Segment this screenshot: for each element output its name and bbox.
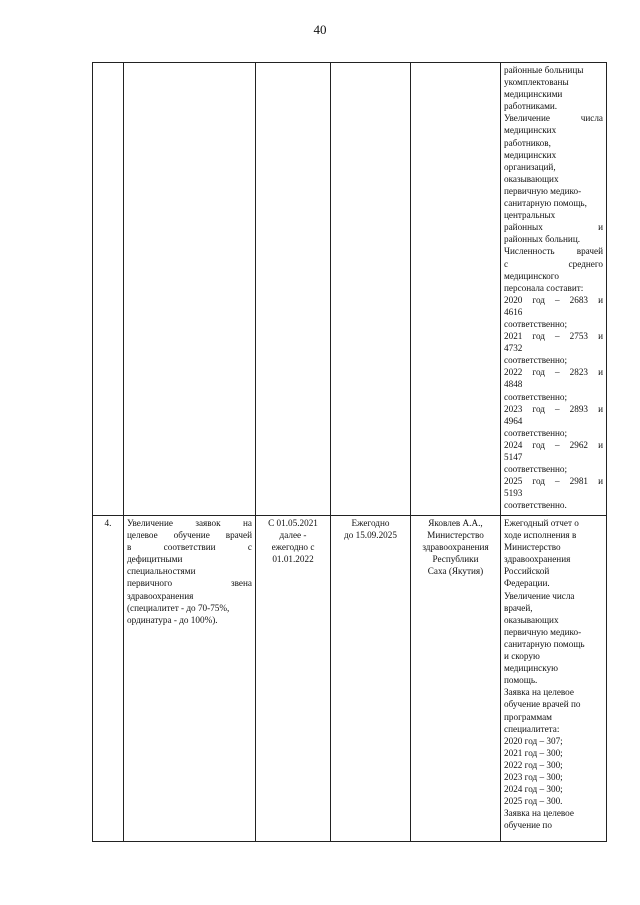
text-line: 5147 (504, 452, 523, 462)
text-line: 2020 год – 2683 и (504, 294, 603, 305)
text-line: работниками. (504, 101, 558, 112)
text-line: первичного звена (127, 578, 252, 589)
text-line: (специалитет - до 70-75%, (127, 602, 230, 613)
results-cell (501, 516, 607, 842)
text-line: 4616 (504, 306, 523, 317)
text-line: медицинскими (504, 89, 563, 100)
text-line: Заявка на целевое (504, 687, 574, 698)
measure-cell (124, 516, 256, 842)
text-line: 4732 (504, 343, 523, 354)
text-line: 2022 год – 300; (504, 759, 563, 770)
text-line: 2024 год – 2962 и (504, 439, 603, 450)
text-line: 2023 год – 300; (504, 771, 563, 782)
text-line: 4964 (504, 415, 523, 426)
text-line: обучение по (504, 820, 552, 831)
text-line: организаций, (504, 161, 556, 172)
plan-table (92, 62, 607, 842)
text-line: Республики (432, 554, 479, 565)
row-number-cell: 4. (93, 516, 124, 842)
text-line: Саха (Якутия) (427, 566, 484, 577)
text-line: ежегодно с (271, 542, 315, 553)
text-line: 5193 (504, 488, 523, 499)
text-line: и скорую (504, 651, 540, 662)
text-line: до 15.09.2025 (344, 530, 397, 541)
text-line: С 01.05.2021 (268, 518, 318, 528)
text-line: Увеличение заявок на (127, 518, 252, 528)
text-line: 4848 (504, 379, 523, 390)
text-line: районных и (504, 222, 603, 233)
text-line: здравоохранения (504, 554, 571, 565)
text-line: 2020 год – 307; (504, 735, 563, 746)
text-line: специальностями (127, 566, 196, 577)
text-line: здравоохранения (422, 542, 489, 553)
text-line: медицинских (504, 149, 557, 160)
text-line: Увеличение числа (504, 590, 575, 601)
text-line: персонала составит: (504, 282, 584, 293)
text-line: 2021 год – 2753 и (504, 331, 603, 342)
text-line: Ежегодный отчет о (504, 518, 579, 528)
text-line: целевое обучение врачей (127, 530, 252, 541)
start-date-cell (256, 63, 331, 516)
text-line: дефицитными (127, 554, 183, 565)
text-line: укомплектованы (504, 77, 569, 88)
text-line: соответственно; (504, 355, 568, 366)
text-line: обучение врачей по (504, 699, 581, 710)
page-number: 40 (313, 22, 327, 37)
text-line: помощь. (504, 675, 538, 686)
table-row (93, 516, 607, 842)
text-line: соответственно; (504, 391, 568, 402)
text-line: врачей, (504, 602, 533, 613)
table-row (93, 63, 607, 516)
measure-cell (124, 63, 256, 516)
row-number-cell (93, 63, 124, 516)
text-line: 2024 год – 300; (504, 784, 563, 795)
text-line: Министерство (504, 542, 561, 553)
text-line: районных больниц. (504, 234, 581, 245)
text-line: соответственно; (504, 464, 568, 475)
results-cell (501, 63, 607, 516)
text-line: медицинскую (504, 663, 558, 674)
text-line: Российской (504, 566, 550, 577)
text-line: медицинского (504, 270, 559, 281)
text-line: Яковлев А.А., (428, 518, 483, 528)
text-line: соответственно; (504, 427, 568, 438)
text-line: 01.01.2022 (272, 554, 314, 565)
text-line: оказывающих (504, 173, 559, 184)
text-line: 2023 год – 2893 и (504, 403, 603, 414)
text-line: программам (504, 711, 553, 722)
text-line: медицинских (504, 125, 557, 136)
text-line: в соответствии с (127, 542, 252, 553)
text-line: районные больницы (504, 65, 584, 75)
text-line: далее - (279, 530, 307, 541)
text-line: оказывающих (504, 614, 559, 625)
end-date-cell (331, 516, 411, 842)
text-line: 2025 год – 2981 и (504, 476, 603, 487)
text-line: Министерство (427, 530, 484, 541)
text-line: санитарную помощь (504, 638, 585, 649)
text-line: Федерации. (504, 578, 550, 589)
text-line: соответственно. (504, 500, 567, 511)
text-line: с среднего (504, 258, 603, 269)
end-date-cell (331, 63, 411, 516)
text-line: первичную медико- (504, 626, 582, 637)
responsible-cell (411, 516, 501, 842)
text-line: 2025 год – 300. (504, 796, 563, 807)
text-line: Ежегодно (351, 518, 390, 528)
text-line: Увеличение числа (504, 113, 603, 124)
text-line: Заявка на целевое (504, 808, 574, 819)
text-line: здравоохранения (127, 590, 194, 601)
text-line: 2022 год – 2823 и (504, 367, 603, 378)
text-line: ординатура - до 100%). (127, 614, 218, 625)
text-line: центральных (504, 210, 556, 221)
text-line: первичную медико- (504, 185, 582, 196)
text-line: специалитета: (504, 723, 560, 734)
text-line: работников, (504, 137, 551, 148)
text-line: Численность врачей (504, 246, 603, 257)
start-date-cell (256, 516, 331, 842)
text-line: санитарную помощь, (504, 198, 587, 209)
text-line: 2021 год – 300; (504, 747, 563, 758)
text-line: ходе исполнения в (504, 530, 577, 541)
responsible-cell (411, 63, 501, 516)
text-line: соответственно; (504, 318, 568, 329)
